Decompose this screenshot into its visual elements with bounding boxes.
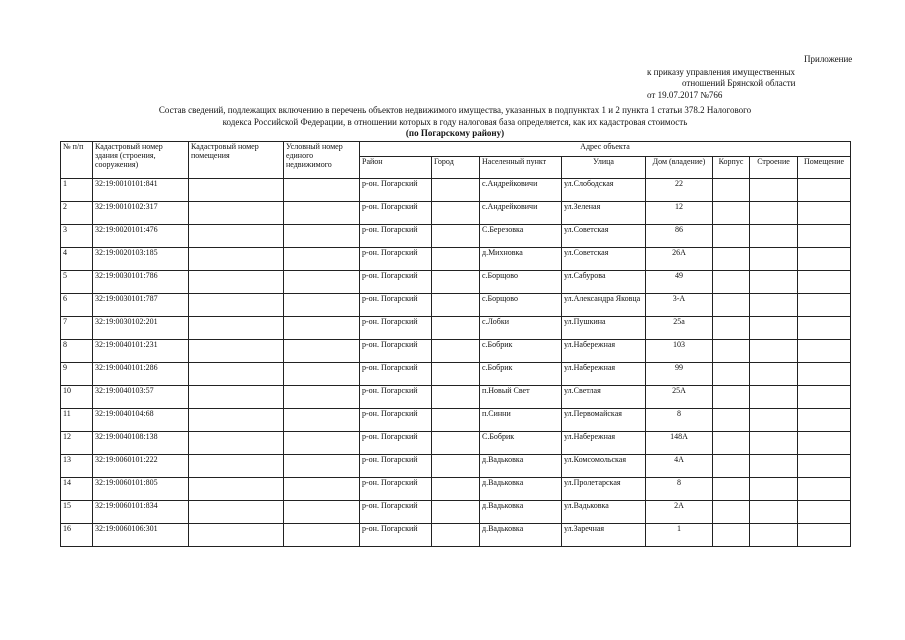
row-building [713, 271, 750, 294]
row-cadastral-building: 32:19:0020101:476 [93, 225, 189, 248]
row-cadastral-room [189, 271, 284, 294]
row-city [432, 317, 480, 340]
row-locality: д.Вадьковка [480, 501, 562, 524]
row-conditional-number [284, 501, 360, 524]
row-cadastral-building: 32:19:0040104:68 [93, 409, 189, 432]
row-cadastral-building: 32:19:0010102:317 [93, 202, 189, 225]
row-district: р-он. Погарский [360, 317, 432, 340]
row-district: р-он. Погарский [360, 340, 432, 363]
row-structure [750, 202, 798, 225]
row-district: р-он. Погарский [360, 248, 432, 271]
row-conditional-number [284, 248, 360, 271]
row-city [432, 409, 480, 432]
row-structure [750, 225, 798, 248]
table-row [61, 363, 851, 386]
property-register-table [60, 141, 851, 547]
row-city [432, 478, 480, 501]
row-cadastral-building: 32:19:0030101:787 [93, 294, 189, 317]
row-house: 22 [646, 179, 713, 202]
table-row [61, 202, 851, 225]
row-district: р-он. Погарский [360, 432, 432, 455]
row-locality: д.Вадьковка [480, 524, 562, 547]
row-num: 16 [61, 524, 93, 547]
row-locality: с.Лобки [480, 317, 562, 340]
col-header-structure: Строение [750, 157, 798, 179]
row-num: 14 [61, 478, 93, 501]
col-header-district: Район [360, 157, 432, 179]
table-row [61, 478, 851, 501]
row-conditional-number [284, 202, 360, 225]
row-house: 2А [646, 501, 713, 524]
row-cadastral-room [189, 501, 284, 524]
row-city [432, 432, 480, 455]
row-num: 9 [61, 363, 93, 386]
row-house: 99 [646, 363, 713, 386]
row-room [798, 271, 851, 294]
row-street: ул.Сабурова [562, 271, 646, 294]
row-street: ул.Вадьковка [562, 501, 646, 524]
row-district: р-он. Погарский [360, 501, 432, 524]
row-city [432, 501, 480, 524]
row-cadastral-building: 32:19:0060106:301 [93, 524, 189, 547]
row-structure [750, 409, 798, 432]
row-building [713, 179, 750, 202]
row-district: р-он. Погарский [360, 524, 432, 547]
row-city [432, 524, 480, 547]
table-row [61, 409, 851, 432]
row-num: 8 [61, 340, 93, 363]
row-structure [750, 317, 798, 340]
row-conditional-number [284, 225, 360, 248]
row-room [798, 317, 851, 340]
row-room [798, 432, 851, 455]
row-street: ул.Советская [562, 225, 646, 248]
row-num: 7 [61, 317, 93, 340]
row-cadastral-building: 32:19:0060101:222 [93, 455, 189, 478]
col-header-street: Улица [562, 157, 646, 179]
row-locality: с.Андрейковичи [480, 202, 562, 225]
row-num: 2 [61, 202, 93, 225]
row-cadastral-room [189, 455, 284, 478]
row-house: 4А [646, 455, 713, 478]
row-room [798, 248, 851, 271]
row-district: р-он. Погарский [360, 225, 432, 248]
row-street: ул.Комсомольская [562, 455, 646, 478]
row-building [713, 478, 750, 501]
row-conditional-number [284, 340, 360, 363]
row-cadastral-building: 32:19:0040103:57 [93, 386, 189, 409]
row-house: 26А [646, 248, 713, 271]
row-building [713, 386, 750, 409]
row-cadastral-room [189, 386, 284, 409]
row-structure [750, 501, 798, 524]
row-locality: п.Синни [480, 409, 562, 432]
row-district: р-он. Погарский [360, 386, 432, 409]
row-cadastral-building: 32:19:0020103:185 [93, 248, 189, 271]
row-house: 12 [646, 202, 713, 225]
row-num: 6 [61, 294, 93, 317]
row-room [798, 340, 851, 363]
col-header-cadastral-building: Кадастровый номер здания (строения, сооружения) [93, 142, 189, 179]
row-num: 5 [61, 271, 93, 294]
row-structure [750, 478, 798, 501]
col-header-locality: Населенный пункт [480, 157, 562, 179]
table-header-row [61, 142, 851, 157]
row-locality: с.Борщово [480, 271, 562, 294]
row-street: ул.Светлая [562, 386, 646, 409]
row-building [713, 248, 750, 271]
row-house: 8 [646, 409, 713, 432]
row-district: р-он. Погарский [360, 294, 432, 317]
row-cadastral-building: 32:19:0030101:786 [93, 271, 189, 294]
row-cadastral-building: 32:19:0040101:231 [93, 340, 189, 363]
row-house: 1 [646, 524, 713, 547]
table-row [61, 386, 851, 409]
row-building [713, 340, 750, 363]
table-row [61, 524, 851, 547]
row-conditional-number [284, 271, 360, 294]
row-building [713, 317, 750, 340]
row-structure [750, 455, 798, 478]
row-locality: д.Вадьковка [480, 478, 562, 501]
row-conditional-number [284, 432, 360, 455]
row-room [798, 294, 851, 317]
row-num: 10 [61, 386, 93, 409]
row-cadastral-building: 32:19:0010101:841 [93, 179, 189, 202]
row-locality: С.Березовка [480, 225, 562, 248]
table-row [61, 179, 851, 202]
row-building [713, 294, 750, 317]
table-row [61, 294, 851, 317]
row-street: ул.Зеленая [562, 202, 646, 225]
row-house: 25А [646, 386, 713, 409]
table-row [61, 501, 851, 524]
row-district: р-он. Погарский [360, 179, 432, 202]
table-row [61, 340, 851, 363]
row-building [713, 501, 750, 524]
appendix-title: Приложение [804, 54, 853, 64]
row-house: 3-А [646, 294, 713, 317]
col-header-address: Адрес объекта [360, 142, 851, 157]
row-cadastral-room [189, 340, 284, 363]
row-street: ул.Слободская [562, 179, 646, 202]
row-street: ул.Набережная [562, 432, 646, 455]
row-city [432, 225, 480, 248]
col-header-building: Корпус [713, 157, 750, 179]
row-district: р-он. Погарский [360, 478, 432, 501]
row-num: 15 [61, 501, 93, 524]
row-num: 4 [61, 248, 93, 271]
row-city [432, 455, 480, 478]
row-cadastral-room [189, 294, 284, 317]
row-district: р-он. Погарский [360, 363, 432, 386]
row-room [798, 179, 851, 202]
row-cadastral-building: 32:19:0040101:286 [93, 363, 189, 386]
row-building [713, 455, 750, 478]
row-city [432, 202, 480, 225]
row-cadastral-room [189, 225, 284, 248]
row-num: 12 [61, 432, 93, 455]
row-conditional-number [284, 409, 360, 432]
row-conditional-number [284, 363, 360, 386]
row-house: 49 [646, 271, 713, 294]
row-conditional-number [284, 524, 360, 547]
row-structure [750, 432, 798, 455]
row-district: р-он. Погарский [360, 455, 432, 478]
row-num: 1 [61, 179, 93, 202]
table-row [61, 432, 851, 455]
row-room [798, 478, 851, 501]
col-header-house: Дом (владение) [646, 157, 713, 179]
row-cadastral-room [189, 432, 284, 455]
row-locality: п.Новый Свет [480, 386, 562, 409]
row-street: ул.Заречная [562, 524, 646, 547]
col-header-room: Помещение [798, 157, 851, 179]
row-street: ул.Александра Яковца [562, 294, 646, 317]
row-cadastral-room [189, 317, 284, 340]
row-city [432, 248, 480, 271]
row-district: р-он. Погарский [360, 409, 432, 432]
row-cadastral-room [189, 478, 284, 501]
row-building [713, 225, 750, 248]
row-city [432, 271, 480, 294]
row-city [432, 294, 480, 317]
row-city [432, 363, 480, 386]
row-conditional-number [284, 478, 360, 501]
row-structure [750, 248, 798, 271]
row-conditional-number [284, 294, 360, 317]
row-cadastral-room [189, 202, 284, 225]
row-locality: д.Михновка [480, 248, 562, 271]
appendix-department-line: отношений Брянской области [682, 78, 796, 88]
document-heading-line-2: кодекса Российской Федерации, в отношении которых в году налоговая база определяется, как их кадастровая стоимость [222, 117, 688, 127]
row-building [713, 363, 750, 386]
row-locality: С.Бобрик [480, 432, 562, 455]
row-cadastral-room [189, 248, 284, 271]
row-city [432, 386, 480, 409]
row-building [713, 432, 750, 455]
row-street: ул.Пушкина [562, 317, 646, 340]
row-house: 25а [646, 317, 713, 340]
row-structure [750, 294, 798, 317]
row-house: 103 [646, 340, 713, 363]
row-street: ул.Советская [562, 248, 646, 271]
row-locality: с.Борщово [480, 294, 562, 317]
table-row [61, 271, 851, 294]
row-structure [750, 363, 798, 386]
row-cadastral-room [189, 524, 284, 547]
row-house: 86 [646, 225, 713, 248]
row-cadastral-building: 32:19:0030102:201 [93, 317, 189, 340]
row-num: 3 [61, 225, 93, 248]
col-header-cadastral-room: Кадастровый номер помещения [189, 142, 284, 179]
row-conditional-number [284, 179, 360, 202]
appendix-date-line: от 19.07.2017 №766 [647, 90, 723, 100]
row-room [798, 455, 851, 478]
row-room [798, 524, 851, 547]
row-structure [750, 340, 798, 363]
table-row [61, 225, 851, 248]
row-cadastral-room [189, 179, 284, 202]
row-conditional-number [284, 386, 360, 409]
row-structure [750, 179, 798, 202]
row-cadastral-building: 32:19:0040108:138 [93, 432, 189, 455]
row-cadastral-building: 32:19:0060101:834 [93, 501, 189, 524]
row-cadastral-room [189, 363, 284, 386]
row-structure [750, 386, 798, 409]
table-row [61, 317, 851, 340]
row-conditional-number [284, 455, 360, 478]
row-building [713, 202, 750, 225]
row-room [798, 501, 851, 524]
row-city [432, 179, 480, 202]
table-row [61, 248, 851, 271]
row-num: 11 [61, 409, 93, 432]
row-district: р-он. Погарский [360, 271, 432, 294]
appendix-order-line: к приказу управления имущественных [647, 67, 796, 77]
table-row [61, 455, 851, 478]
row-city [432, 340, 480, 363]
row-street: ул.Первомайская [562, 409, 646, 432]
row-street: ул.Набережная [562, 363, 646, 386]
row-structure [750, 524, 798, 547]
col-header-num: № п/п [61, 142, 93, 179]
row-conditional-number [284, 317, 360, 340]
row-street: ул.Набережная [562, 340, 646, 363]
row-structure [750, 271, 798, 294]
row-locality: с.Бобрик [480, 340, 562, 363]
row-room [798, 409, 851, 432]
row-room [798, 202, 851, 225]
col-header-conditional-number: Условный номер единого недвижимого [284, 142, 360, 179]
row-locality: с.Бобрик [480, 363, 562, 386]
row-house: 8 [646, 478, 713, 501]
row-cadastral-building: 32:19:0060101:805 [93, 478, 189, 501]
row-room [798, 225, 851, 248]
row-locality: д.Вадьковка [480, 455, 562, 478]
document-heading-district: (по Погарскому району) [405, 128, 505, 138]
col-header-city: Город [432, 157, 480, 179]
row-building [713, 409, 750, 432]
row-building [713, 524, 750, 547]
document-heading-line-1: Состав сведений, подлежащих включению в перечень объектов недвижимого имущества, указанных в подпунктах 1 и 2 пункта 1 статьи 378.2 Налогового [158, 105, 752, 115]
row-house: 148А [646, 432, 713, 455]
row-num: 13 [61, 455, 93, 478]
row-cadastral-room [189, 409, 284, 432]
row-room [798, 363, 851, 386]
row-street: ул.Пролетарская [562, 478, 646, 501]
row-district: р-он. Погарский [360, 202, 432, 225]
row-room [798, 386, 851, 409]
row-locality: с.Андрейковичи [480, 179, 562, 202]
